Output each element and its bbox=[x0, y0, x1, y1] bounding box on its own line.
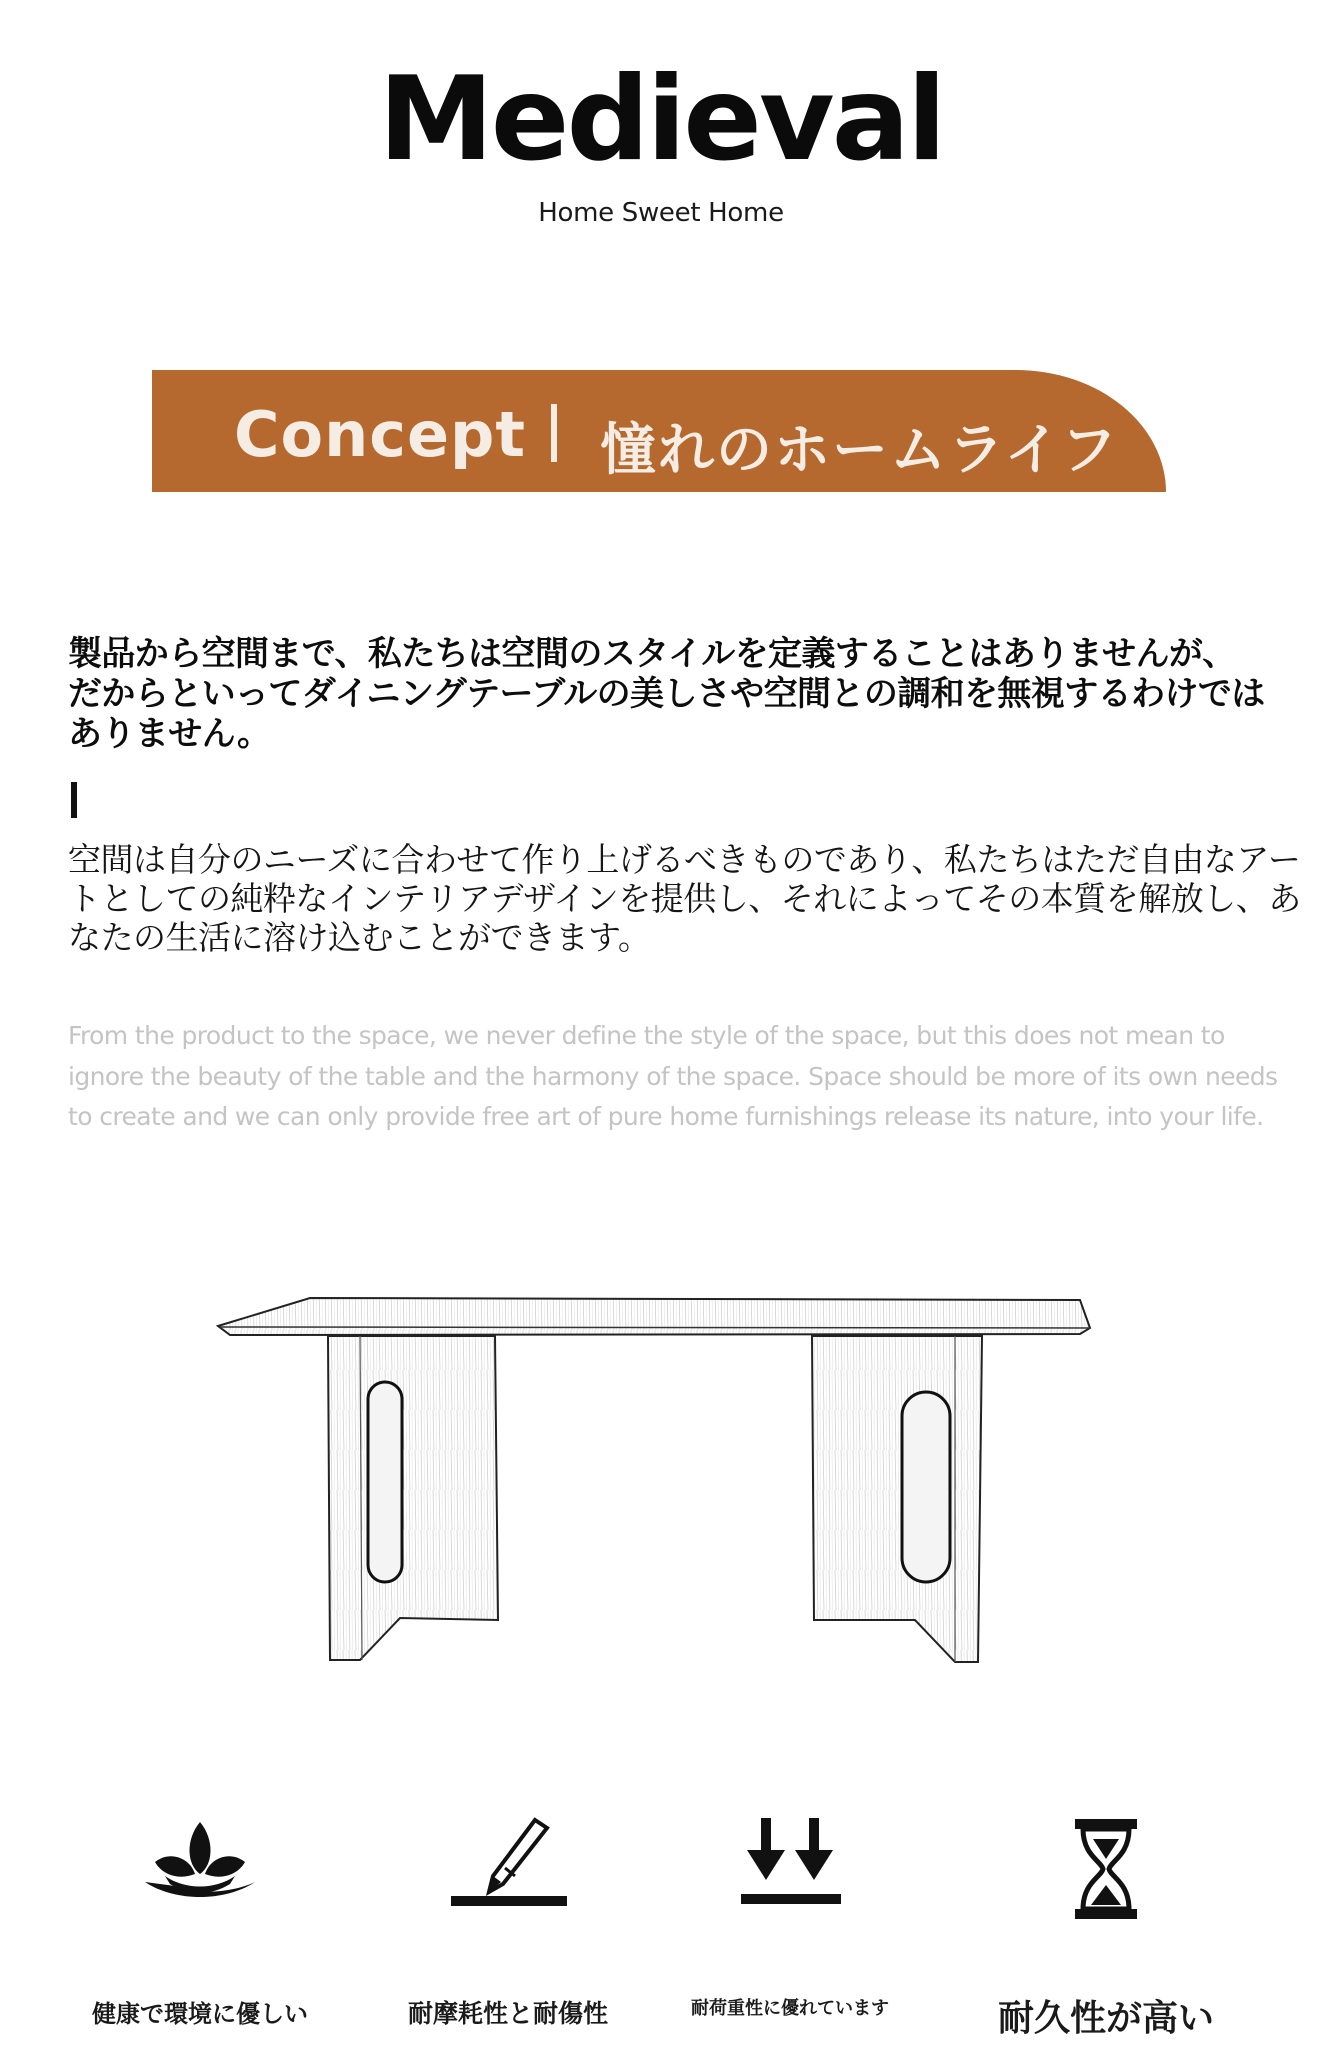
banner-title-jp: 憧れのホームライフ bbox=[600, 418, 1119, 483]
down-arrows-icon bbox=[725, 1810, 855, 1910]
feature-durable bbox=[976, 1810, 1236, 2041]
feature-load bbox=[660, 1810, 920, 2020]
feature-scratch bbox=[378, 1810, 638, 2030]
knife-icon bbox=[443, 1810, 573, 1910]
banner-title-en: Concept bbox=[234, 398, 527, 471]
concept-banner bbox=[152, 370, 1166, 492]
lead-paragraph: 製品から空間まで、私たちは空間のスタイルを定義することはありませんが、だからといってダイニングテーブルの美しさや空間との調和を無視するわけではありません。 bbox=[68, 634, 1265, 754]
hourglass-icon bbox=[1041, 1810, 1171, 1920]
banner-divider bbox=[551, 404, 557, 462]
dining-table-illustration bbox=[210, 1290, 1100, 1690]
brand-title: Medieval bbox=[378, 52, 944, 187]
feature-scratch-label: 耐摩耗性と耐傷性 bbox=[407, 1999, 608, 2028]
feature-load-label: 耐荷重性に優れています bbox=[691, 1998, 889, 2019]
body-paragraph: 空間は自分のニーズに合わせて作り上げるべきものであり、私たちはただ自由なアートとしての純粋なインテリアデザインを提供し、それによってその本質を解放し、あなたの生活に溶け込むことができます。 bbox=[68, 840, 1301, 957]
english-paragraph: From the product to the space, we never define the style of the space, but this does not mean to ignore the beauty of the table and the harmony of the space. Space should be more of its own needs to create and we can only provide free art of pure home furnishings release its nature, into your life. bbox=[68, 1021, 1278, 1131]
section-marker bbox=[71, 782, 77, 818]
feature-eco bbox=[70, 1810, 330, 2029]
feature-durable-label: 耐久性が高い bbox=[997, 1998, 1214, 2039]
feature-eco-label: 健康で環境に優しい bbox=[92, 2000, 308, 2028]
leaf-icon bbox=[135, 1810, 265, 1910]
brand-tagline: Home Sweet Home bbox=[538, 198, 784, 228]
